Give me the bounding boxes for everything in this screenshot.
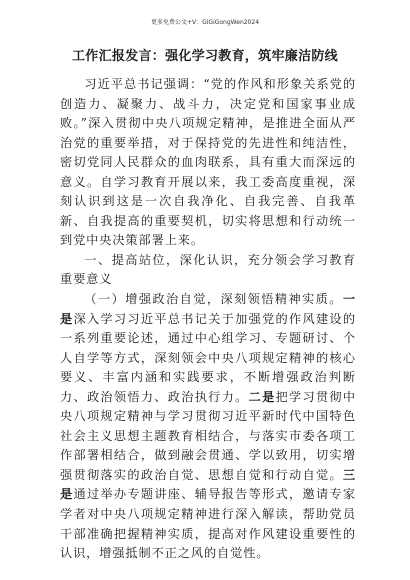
paragraph-text: 通过举办专题讲座、辅导报告等形式，邀请专家学者对中央八项规定精神进行深入解读，帮助党员干部准确把握精神实质，提高对作风建设重要性的认识，增强抵制不正之风的自觉性。 bbox=[60, 487, 356, 561]
point-marker-second: 二是 bbox=[248, 389, 276, 404]
section-heading-text: 一、提高站位，深化认识，充分领会学习教育重要意义 bbox=[60, 252, 356, 287]
paragraph-text: 深入学习习近平总书记关于加强党的作风建设的一系列重要论述，通过中心组学习、专题研讨、个人自学等方式，深刻领会中央八项规定精神的核心要义、丰富内涵和实践要求，不断增强政治判断力、政治领悟力、政治执行力。 bbox=[60, 311, 356, 404]
paragraph-text: 把学习贯彻中央八项规定精神与学习贯彻习近平新时代中国特色社会主义思想主题教育相结合，与落实市委各项工作部署相结合，做到融会贯通、学以致用，切实增强贯彻落实的政治自觉、思想自觉和行动自觉。 bbox=[60, 389, 356, 482]
body-paragraph-intro bbox=[60, 75, 356, 251]
document-body bbox=[60, 75, 356, 564]
document-title: 工作汇报发言：强化学习教育，筑牢廉洁防线 bbox=[71, 49, 338, 64]
body-paragraph-subsection-1 bbox=[60, 290, 356, 564]
paragraph-text: 习近平总书记强调：“党的作风和形象关系党的创造力、凝聚力、战斗力，决定党和国家事业成败。”深入贯彻中央八项规定精神，是推进全面从严治党的重要举措，对于保持党的先进性和纯洁性，密切党同人民群众的血肉联系，具有重大而深远的意义。自学习教育开展以来，我工委高度重视，深刻认识到这是一次自我净化、自我完善、自我革新、自我提高的重要契机，切实将思想和行动统一到党中央决策部署上来。 bbox=[60, 77, 356, 248]
point-marker-third: 三是 bbox=[60, 467, 356, 502]
header-watermark: 更多免费公文+V：GiGiGongWen2024 bbox=[150, 19, 260, 26]
subsection-heading-text: （一）增强政治自觉，深刻领悟精神实质。 bbox=[84, 292, 343, 307]
section-heading-1 bbox=[60, 251, 356, 290]
point-marker-first: 一是 bbox=[60, 292, 356, 326]
